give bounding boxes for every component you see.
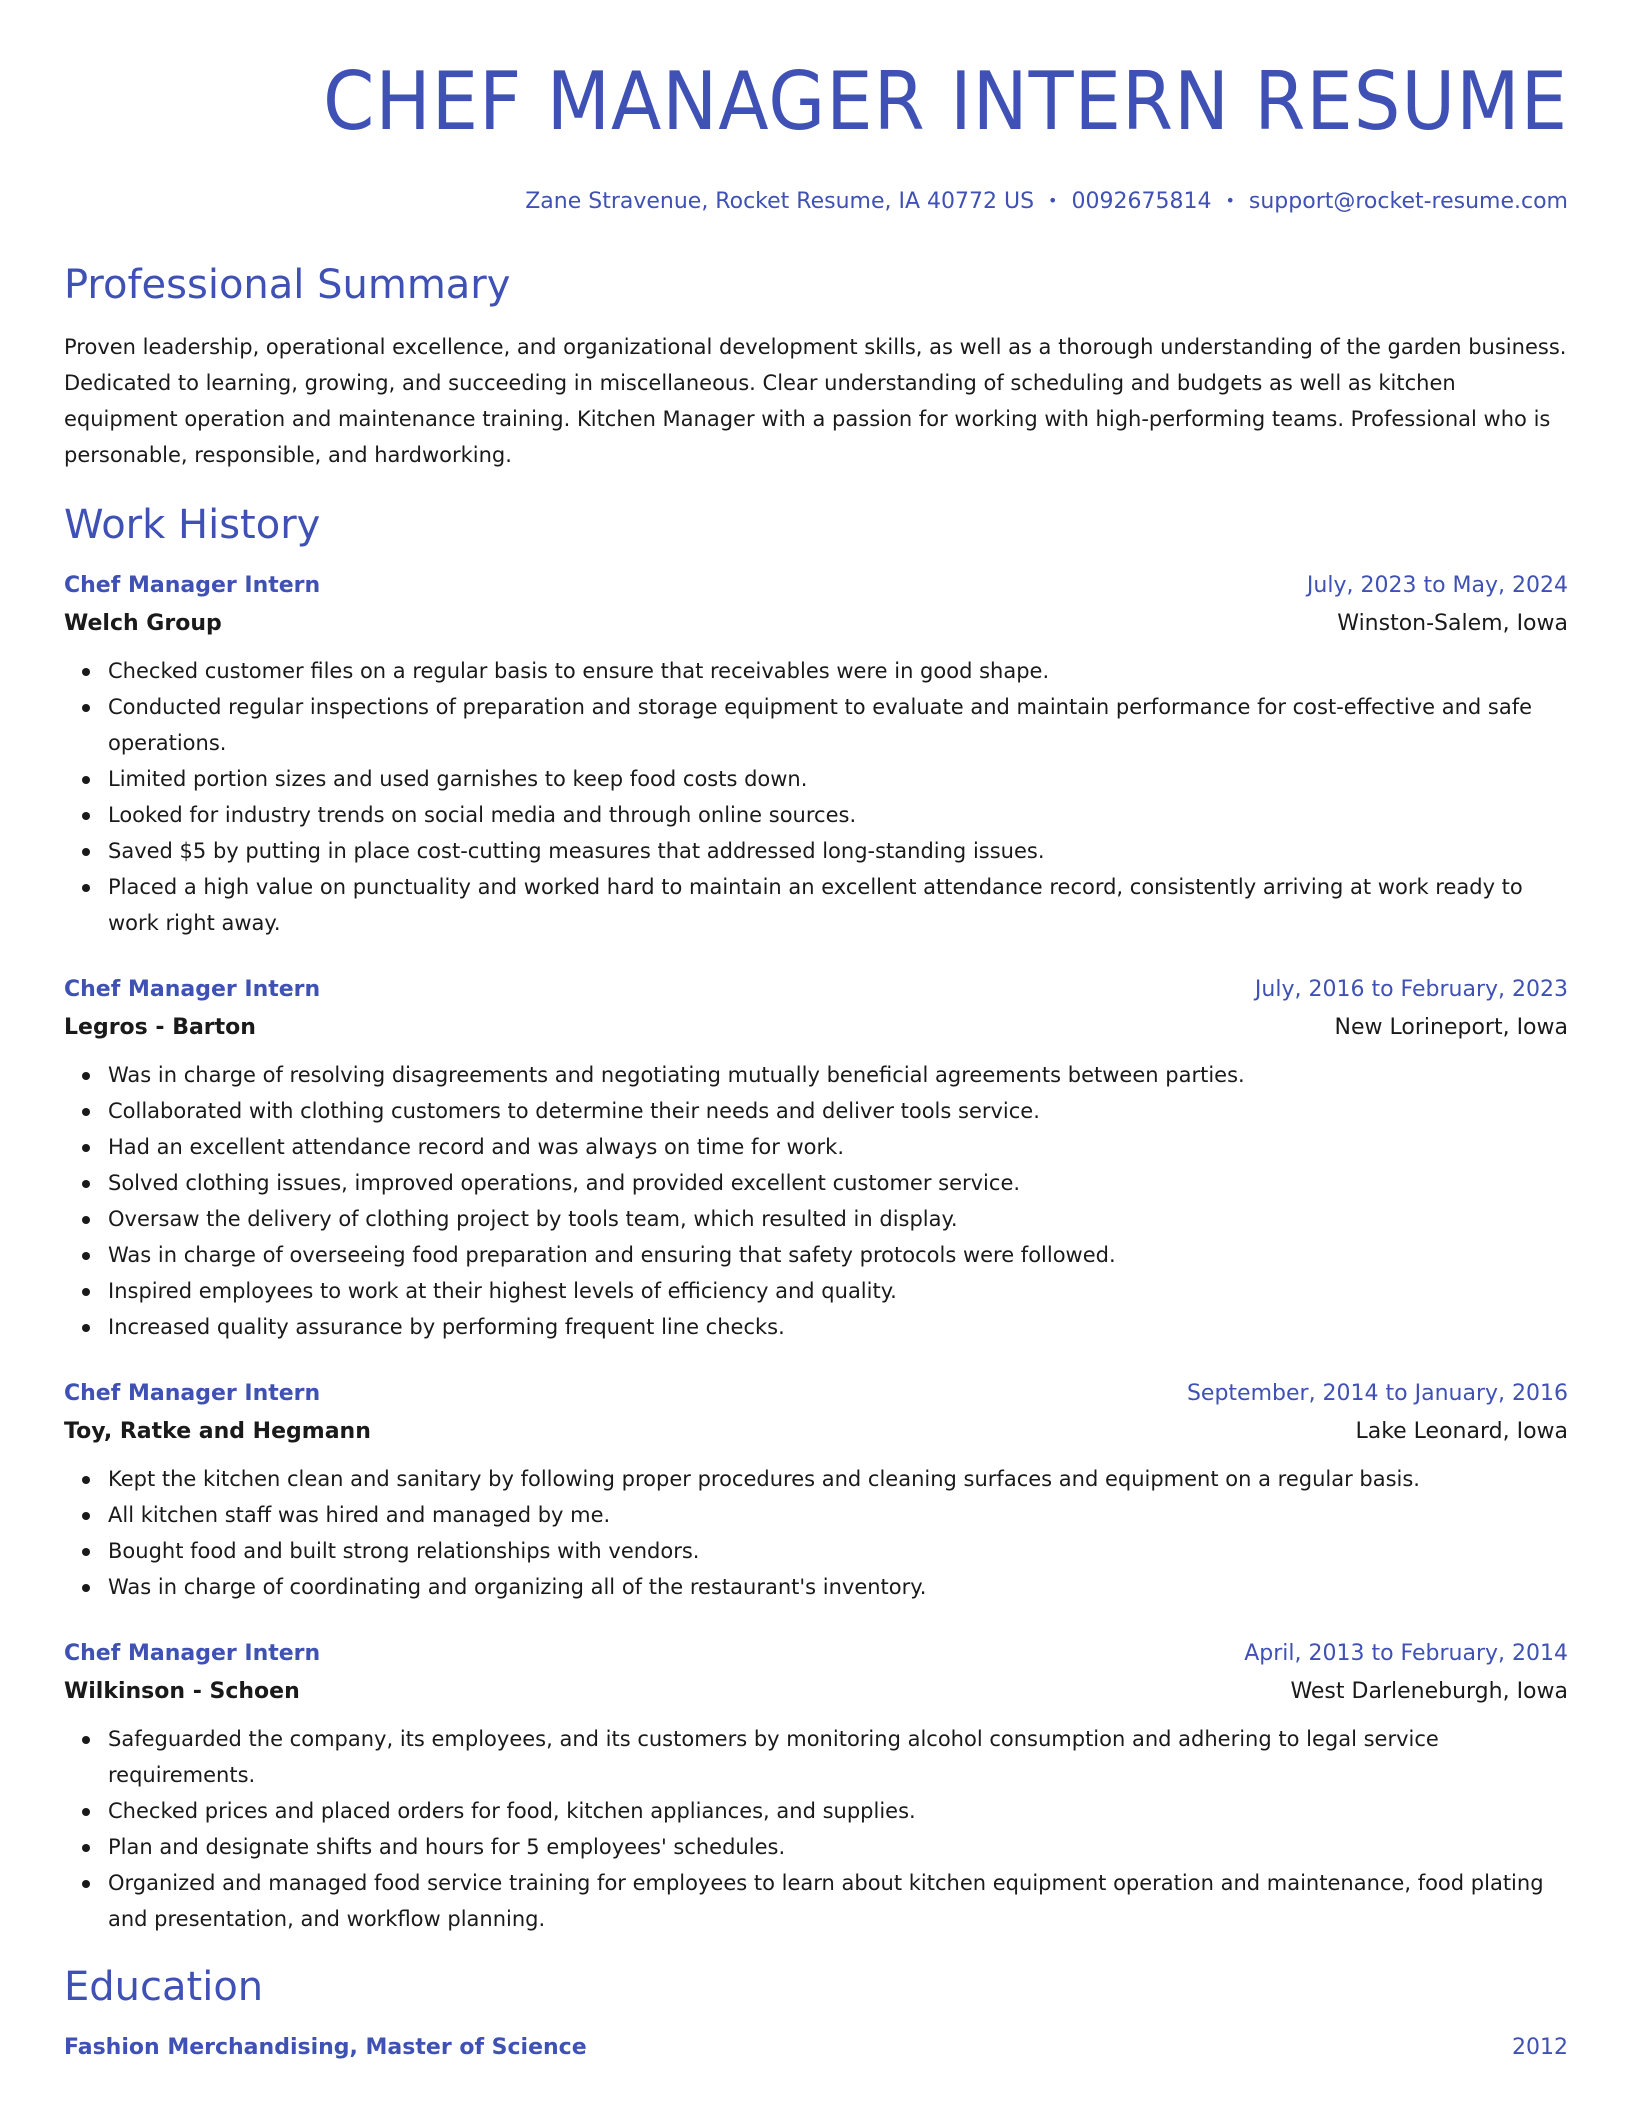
- job-bullet: Checked customer files on a regular basis to ensure that receivables were in good shape.: [108, 653, 1568, 689]
- job-dates: July, 2023 to May, 2024: [1306, 573, 1568, 598]
- job-bullet: Saved $5 by putting in place cost-cutting measures that addressed long-standing issues.: [108, 833, 1568, 869]
- job-bullet: Bought food and built strong relationships with vendors.: [108, 1533, 1568, 1569]
- job-location: New Lorineport, Iowa: [1334, 1015, 1568, 1040]
- job-title: Chef Manager Intern: [64, 1381, 321, 1406]
- job-bullet: Was in charge of resolving disagreements and negotiating mutually beneficial agreements between parties.: [108, 1057, 1568, 1093]
- contact-address: Zane Stravenue, Rocket Resume, IA 40772 US: [525, 189, 1035, 214]
- contact-email[interactable]: support@rocket-resume.com: [1248, 189, 1568, 214]
- job-bullet: All kitchen staff was hired and managed by me.: [108, 1497, 1568, 1533]
- job-entry: [64, 975, 1568, 1345]
- job-bullets: [64, 1057, 1568, 1345]
- summary-heading: Professional Summary: [64, 262, 511, 308]
- job-bullet: Safeguarded the company, its employees, and its customers by monitoring alcohol consumption and adhering to legal service requirements.: [108, 1721, 1568, 1793]
- job-bullet: Plan and designate shifts and hours for 5 employees' schedules.: [108, 1829, 1568, 1865]
- job-company: Welch Group: [64, 611, 222, 636]
- job-title: Chef Manager Intern: [64, 977, 321, 1002]
- education-entry: [64, 2033, 1568, 2063]
- job-bullet: Limited portion sizes and used garnishes to keep food costs down.: [108, 761, 1568, 797]
- job-location: West Darleneburgh, Iowa: [1290, 1679, 1568, 1704]
- job-location: Winston-Salem, Iowa: [1337, 611, 1568, 636]
- job-bullet: Conducted regular inspections of preparation and storage equipment to evaluate and maintain performance for cost-effective and safe operations.: [108, 689, 1568, 761]
- job-bullet: Collaborated with clothing customers to determine their needs and deliver tools service.: [108, 1093, 1568, 1129]
- education-degree: Fashion Merchandising, Master of Science: [64, 2035, 587, 2060]
- job-bullet: Solved clothing issues, improved operations, and provided excellent customer service.: [108, 1165, 1568, 1201]
- work-history-heading: Work History: [64, 502, 321, 548]
- job-company: Wilkinson - Schoen: [64, 1679, 300, 1704]
- education-heading: Education: [64, 1964, 264, 2010]
- contact-separator: •: [1048, 191, 1058, 210]
- job-bullets: [64, 1721, 1568, 1937]
- job-bullet: Placed a high value on punctuality and worked hard to maintain an excellent attendance record, consistently arriving at work ready to work right away.: [108, 869, 1568, 941]
- job-title: Chef Manager Intern: [64, 573, 321, 598]
- job-bullet: Checked prices and placed orders for food, kitchen appliances, and supplies.: [108, 1793, 1568, 1829]
- job-entry: [64, 1639, 1568, 1937]
- job-dates: September, 2014 to January, 2016: [1186, 1381, 1568, 1406]
- education-year: 2012: [1512, 2035, 1568, 2060]
- job-bullet: Inspired employees to work at their highest levels of efficiency and quality.: [108, 1273, 1568, 1309]
- contact-separator: •: [1225, 191, 1235, 210]
- job-company: Toy, Ratke and Hegmann: [64, 1419, 371, 1444]
- job-entry: [64, 1379, 1568, 1605]
- job-bullet: Kept the kitchen clean and sanitary by following proper procedures and cleaning surfaces and equipment on a regular basis.: [108, 1461, 1568, 1497]
- job-bullet: Organized and managed food service training for employees to learn about kitchen equipment operation and maintenance, food plating and presentation, and workflow planning.: [108, 1865, 1568, 1937]
- job-dates: April, 2013 to February, 2014: [1244, 1641, 1568, 1666]
- job-bullet: Was in charge of coordinating and organizing all of the restaurant's inventory.: [108, 1569, 1568, 1605]
- job-bullet: Increased quality assurance by performing frequent line checks.: [108, 1309, 1568, 1345]
- job-dates: July, 2016 to February, 2023: [1254, 977, 1568, 1002]
- contact-phone: 0092675814: [1071, 189, 1212, 214]
- resume-title: CHEF MANAGER INTERN RESUME: [323, 55, 1569, 148]
- summary-text: Proven leadership, operational excellence, and organizational development skills, as well as a thorough understanding of the garden business. Dedicated to learning, growing, and succeeding in miscellaneous. Clear understanding of scheduling and budgets as well as kitchen equipment operation and maintenance training. Kitchen Manager with a passion for working with high-performing teams. Professional who is personable, responsible, and hardworking.: [64, 335, 1567, 467]
- job-bullet: Had an excellent attendance record and was always on time for work.: [108, 1129, 1568, 1165]
- contact-line: [64, 186, 1568, 217]
- job-bullet: Oversaw the delivery of clothing project by tools team, which resulted in display.: [108, 1201, 1568, 1237]
- job-title: Chef Manager Intern: [64, 1641, 321, 1666]
- job-company: Legros - Barton: [64, 1015, 256, 1040]
- job-entry: [64, 571, 1568, 941]
- job-location: Lake Leonard, Iowa: [1355, 1419, 1568, 1444]
- job-bullet: Looked for industry trends on social media and through online sources.: [108, 797, 1568, 833]
- job-bullet: Was in charge of overseeing food preparation and ensuring that safety protocols were followed.: [108, 1237, 1568, 1273]
- job-bullets: [64, 653, 1568, 941]
- job-bullets: [64, 1461, 1568, 1605]
